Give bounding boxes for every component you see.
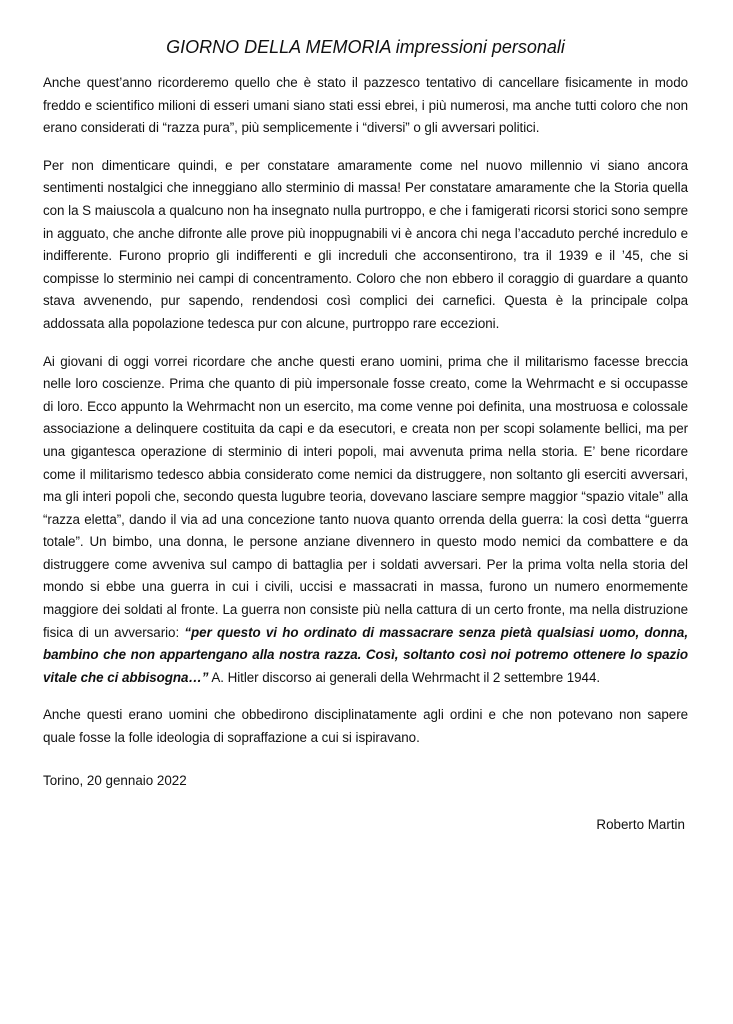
paragraph-3-text-before: Ai giovani di oggi vorrei ricordare che anche questi erano uomini, prima che il militarismo facesse breccia nelle loro coscienze. Prima che quanto di più impersonale fosse creato, come la Wehrmacht e si occupasse di loro. Ecco appunto la Wehrmacht non un esercito, ma come venne poi definita, una mostruosa e colossale associazione a delinquere costituita da capi e da esecutori, e creata non per scopi solamente bellici, ma per una gigantesca operazione di sterminio di interi popoli, mai avvenuta prima nella storia. E’ bene ricordare come il militarismo tedesco abbia considerato come nemici da distruggere, non soltanto gli eserciti avversari, ma gli interi popoli che, secondo questa lugubre teoria, dovevano lasciare sempre maggior “spazio vitale” alla “razza eletta”, dando il via ad una concezione tanto nuova quanto orrenda della guerra: la così detta “guerra totale”. Un bimbo, una donna, le persone anziane divennero in questo modo nemici da combattere e da distruggere come avveniva sul campo di battaglia per i soldati avversari. Per la prima volta nella storia del mondo si ebbe una guerra in cui i civili, uccisi e massacrati in massa, furono un numero enormemente maggiore dei soldati al fronte. La guerra non consiste più nella cattura di un certo fronte, ma nella distruzione fisica di un avversario:	[43, 353, 688, 640]
paragraph-2: Per non dimenticare quindi, e per constatare amaramente come nel nuovo millennio vi siano ancora sentimenti nostalgici che inneggiano allo sterminio di massa! Per constatare amaramente che la Storia quella con la S maiuscola a qualcuno non ha insegnato nulla purtroppo, e che i famigerati ricorsi storici sono sempre in agguato, che anche difronte alle prove più inoppugnabili vi è ancora chi nega l’accaduto perché incredulo e indifferente. Furono proprio gli indifferenti e gli increduli che acconsentirono, tra il 1939 e il ’45, che si compisse lo sterminio nei campi di concentramento. Coloro che non ebbero il coraggio di guardare a quanto stava avvenendo, pur sapendo, rendendosi così complici dei carnefici. Questa è la principale colpa addossata alla popolazione tedesca pur con alcune, purtroppo rare eccezioni.	[43, 157, 688, 331]
signature: Roberto Martin	[596, 816, 685, 832]
document-title: GIORNO DELLA MEMORIA impressioni personali	[166, 37, 565, 57]
paragraph-3	[43, 351, 688, 690]
place-date: Torino, 20 gennaio 2022	[43, 772, 187, 788]
hitler-quote: “per questo vi ho ordinato di massacrare senza pietà qualsiasi uomo, donna, bambino che non appartengano alla nostra razza. Così, soltanto così noi potremo ottenere lo spazio vitale che ci abbisogna…”	[43, 624, 689, 685]
paragraph-4: Anche questi erano uomini che obbedirono disciplinatamente agli ordini e che non potevano non sapere quale fosse la folle ideologia di sopraffazione a cui si ispiravano.	[43, 707, 688, 746]
paragraph-3-text-after: A. Hitler discorso ai generali della Wehrmacht il 2 settembre 1944.	[208, 669, 601, 685]
document-page	[43, 36, 688, 836]
paragraph-1: Anche quest’anno ricorderemo quello che è stato il pazzesco tentativo di cancellare fisicamente in modo freddo e scientifico milioni di esseri umani siano stati essi ebrei, i più numerosi, ma anche tutti coloro che non erano considerati di “razza pura”, più semplicemente i “diversi” o gli avversari politici.	[43, 75, 688, 136]
